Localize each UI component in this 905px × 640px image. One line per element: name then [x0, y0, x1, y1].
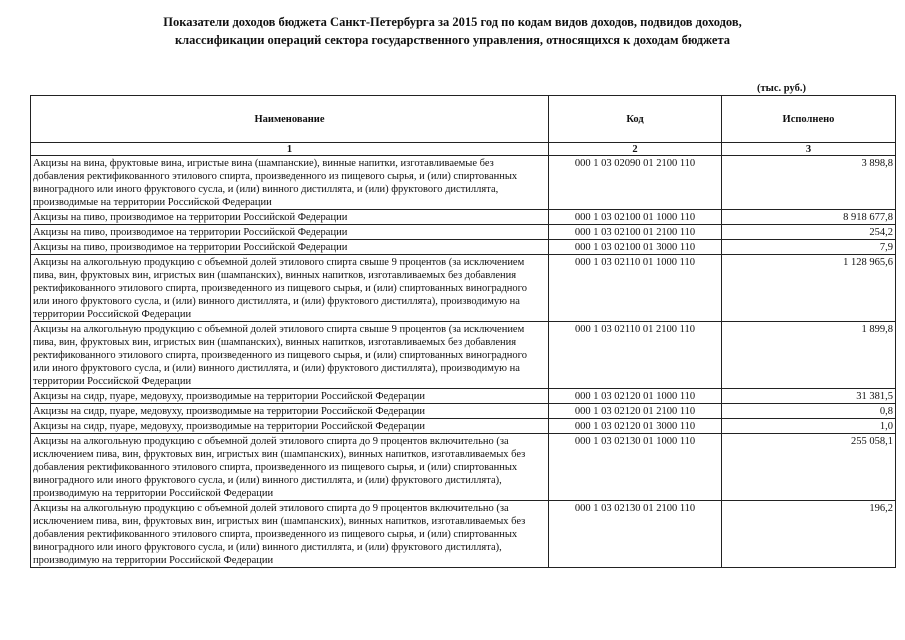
- row-name: Акцизы на сидр, пуаре, медовуху, производимые на территории Российской Федерации: [31, 404, 549, 419]
- title-line-2: классификации операций сектора государственного управления, относящихся к доходам бюджета: [174, 33, 731, 47]
- header-row: [31, 96, 896, 143]
- row-name: Акцизы на алкогольную продукцию с объемной долей этилового спирта свыше 9 процентов (за исключением пива, вин, фруктовых вин, игристых вин (шампанских), винных напитков, изготавливаемых без добавления ректификованного этилового спирта, произведенного из пищевого сырья, и (или) спиртованных виноградного или иного фруктового сусла, и (или) винного дистиллята, и (или) фруктового дистиллята), производимую на территории Российской Федерации: [31, 255, 549, 322]
- row-code: 000 1 03 02130 01 2100 110: [549, 501, 722, 568]
- row-code: 000 1 03 02120 01 3000 110: [549, 419, 722, 434]
- column-number-row: [31, 143, 896, 156]
- row-value: 254,2: [722, 225, 896, 240]
- row-code: 000 1 03 02100 01 1000 110: [549, 210, 722, 225]
- row-value: 1,0: [722, 419, 896, 434]
- row-value: 8 918 677,8: [722, 210, 896, 225]
- row-name: Акцизы на алкогольную продукцию с объемной долей этилового спирта до 9 процентов включительно (за исключением пива, вин, фруктовых вин, игристых вин (шампанских), винных напитков, изготавливаемых без добавления ректификованного этилового спирта, произведенного из пищевого сырья, и (или) спиртованных виноградного или иного фруктового сусла, и (или) винного дистиллята, и (или) фруктового дистиллята), производимую на территории Российской Федерации: [31, 501, 549, 568]
- column-number: 3: [722, 143, 896, 156]
- unit-label: (тыс. руб.): [757, 83, 806, 94]
- row-value: 31 381,5: [722, 389, 896, 404]
- row-value: 1 128 965,6: [722, 255, 896, 322]
- header-name: Наименование: [31, 96, 549, 143]
- row-code: 000 1 03 02120 01 2100 110: [549, 404, 722, 419]
- row-value: 1 899,8: [722, 322, 896, 389]
- row-value: 0,8: [722, 404, 896, 419]
- title-line-1: Показатели доходов бюджета Санкт-Петербурга за 2015 год по кодам видов доходов, подвидов доходов,: [163, 15, 742, 29]
- table-row: [31, 404, 896, 419]
- table-row: [31, 419, 896, 434]
- table-row: [31, 255, 896, 322]
- row-value: 7,9: [722, 240, 896, 255]
- header-code: Код: [549, 96, 722, 143]
- row-name: Акцизы на пиво, производимое на территории Российской Федерации: [31, 225, 549, 240]
- row-code: 000 1 03 02110 01 2100 110: [549, 322, 722, 389]
- row-name: Акцизы на вина, фруктовые вина, игристые вина (шампанские), винные напитки, изготавливаемые без добавления ректификованного этилового спирта, произведенного из пищевого сырья, и (или) спиртованных виноградного или иного фруктового сусла, и (или) винного дистиллята, и (или) фруктового дистиллята, производимые на территории Российской Федерации: [31, 156, 549, 210]
- row-code: 000 1 03 02130 01 1000 110: [549, 434, 722, 501]
- row-code: 000 1 03 02120 01 1000 110: [549, 389, 722, 404]
- row-name: Акцизы на пиво, производимое на территории Российской Федерации: [31, 240, 549, 255]
- column-number: 1: [31, 143, 549, 156]
- row-code: 000 1 03 02110 01 1000 110: [549, 255, 722, 322]
- table-row: [31, 210, 896, 225]
- table-row: [31, 389, 896, 404]
- row-code: 000 1 03 02090 01 2100 110: [549, 156, 722, 210]
- column-number: 2: [549, 143, 722, 156]
- table-row: [31, 322, 896, 389]
- row-name: Акцизы на сидр, пуаре, медовуху, производимые на территории Российской Федерации: [31, 419, 549, 434]
- table-row: [31, 501, 896, 568]
- row-value: 196,2: [722, 501, 896, 568]
- header-value: Исполнено: [722, 96, 896, 143]
- table-row: [31, 240, 896, 255]
- table-row: [31, 156, 896, 210]
- table-row: [31, 434, 896, 501]
- table-row: [31, 225, 896, 240]
- document-title: [0, 13, 905, 49]
- row-value: 3 898,8: [722, 156, 896, 210]
- row-name: Акцизы на пиво, производимое на территории Российской Федерации: [31, 210, 549, 225]
- revenue-table: [30, 95, 896, 568]
- row-value: 255 058,1: [722, 434, 896, 501]
- row-name: Акцизы на алкогольную продукцию с объемной долей этилового спирта свыше 9 процентов (за исключением пива, вин, фруктовых вин, игристых вин (шампанских), винных напитков, изготавливаемых без добавления ректификованного этилового спирта, произведенного из пищевого сырья, и (или) спиртованных виноградного или иного фруктового сусла, и (или) винного дистиллята, и (или) фруктового дистиллята), производимую на территории Российской Федерации: [31, 322, 549, 389]
- row-name: Акцизы на сидр, пуаре, медовуху, производимые на территории Российской Федерации: [31, 389, 549, 404]
- row-name: Акцизы на алкогольную продукцию с объемной долей этилового спирта до 9 процентов включительно (за исключением пива, вин, фруктовых вин, игристых вин (шампанских), винных напитков, изготавливаемых без добавления ректификованного этилового спирта, произведенного из пищевого сырья, и (или) спиртованных виноградного или иного фруктового сусла, и (или) винного дистиллята, и (или) фруктового дистиллята), производимую на территории Российской Федерации: [31, 434, 549, 501]
- row-code: 000 1 03 02100 01 3000 110: [549, 240, 722, 255]
- row-code: 000 1 03 02100 01 2100 110: [549, 225, 722, 240]
